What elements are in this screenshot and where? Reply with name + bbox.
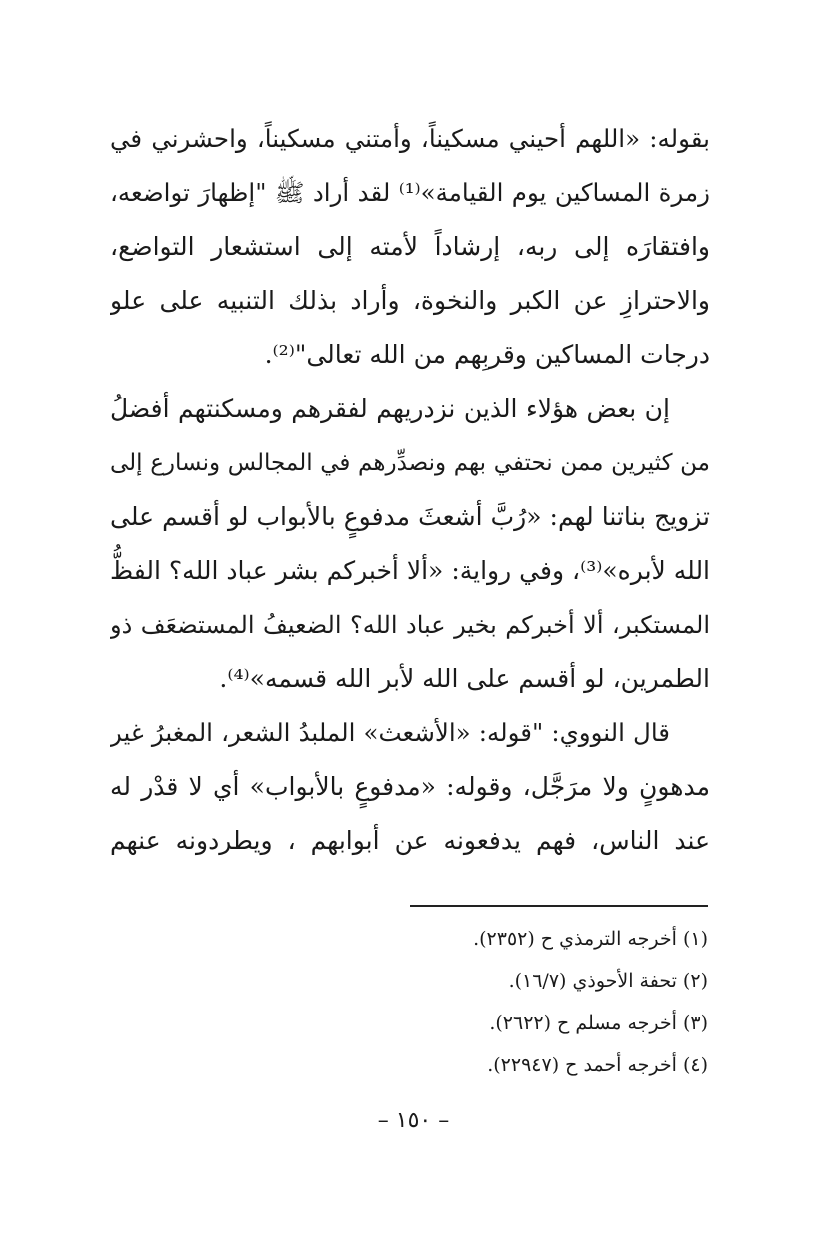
footnote: (٤) أخرجه أحمد ح (٢٢٩٤٧).	[487, 1054, 708, 1076]
text-line: المستكبر، ألا أخبركم بخير عباد الله؟ الضعيفُ المستضعَف ذو	[110, 611, 710, 639]
footnote: (٣) أخرجه مسلم ح (٢٦٢٢).	[489, 1012, 708, 1034]
main-text	[110, 112, 710, 868]
paragraph-start-line: إن بعض هؤلاء الذين نزدريهم لفقرهم ومسكنتهم أفضلُ	[110, 394, 670, 423]
text-line: عند الناس، فهم يدفعونه عن أبوابهم ، ويطردونه عنهم	[110, 826, 710, 855]
text-line: تزويج بناتنا لهم: «رُبَّ أشعثَ مدفوعٍ بالأبواب لو أقسم على	[110, 502, 710, 531]
text-line: من كثيرين ممن نحتفي بهم ونصدِّرهم في المجالس ونسارع إلى	[110, 450, 710, 476]
footnote-separator	[410, 905, 708, 907]
text-line: درجات المساكين وقربِهم من الله تعالى"⁽²⁾.	[264, 340, 710, 369]
footnotes	[300, 918, 708, 1086]
text-line: وافتقارَه إلى ربه، إرشاداً لأمته إلى استشعار التواضع،	[110, 232, 710, 261]
page-number: – ١٥٠ –	[377, 1108, 450, 1133]
text-line: الله لأبره»⁽³⁾، وفي رواية: «ألا أخبركم بشر عباد الله؟ الفظُّ	[110, 556, 710, 585]
text-line: بقوله: «اللهم أحيني مسكيناً، وأمتني مسكيناً، واحشرني في	[110, 124, 710, 153]
text-line: مدهونٍ ولا مرَجَّل، وقوله: «مدفوعٍ بالأبواب» أي لا قدْر له	[110, 772, 710, 801]
text-line: الطمرين، لو أقسم على الله لأبر الله قسمه»⁽⁴⁾.	[219, 664, 710, 693]
text-line: والاحترازِ عن الكبر والنخوة، وأراد بذلك التنبيه على علو	[110, 286, 710, 315]
footnote: (١) أخرجه الترمذي ح (٢٣٥٢).	[473, 928, 708, 950]
paragraph-start-line: قال النووي: "قوله: «الأشعث» الملبدُ الشعر، المغبرُ غير	[110, 718, 670, 747]
footnote: (٢) تحفة الأحوذي (١٦/٧).	[508, 970, 708, 992]
text-line: زمرة المساكين يوم القيامة»⁽¹⁾ لقد أراد ﷺ "إظهارَ تواضعه،	[110, 178, 710, 207]
